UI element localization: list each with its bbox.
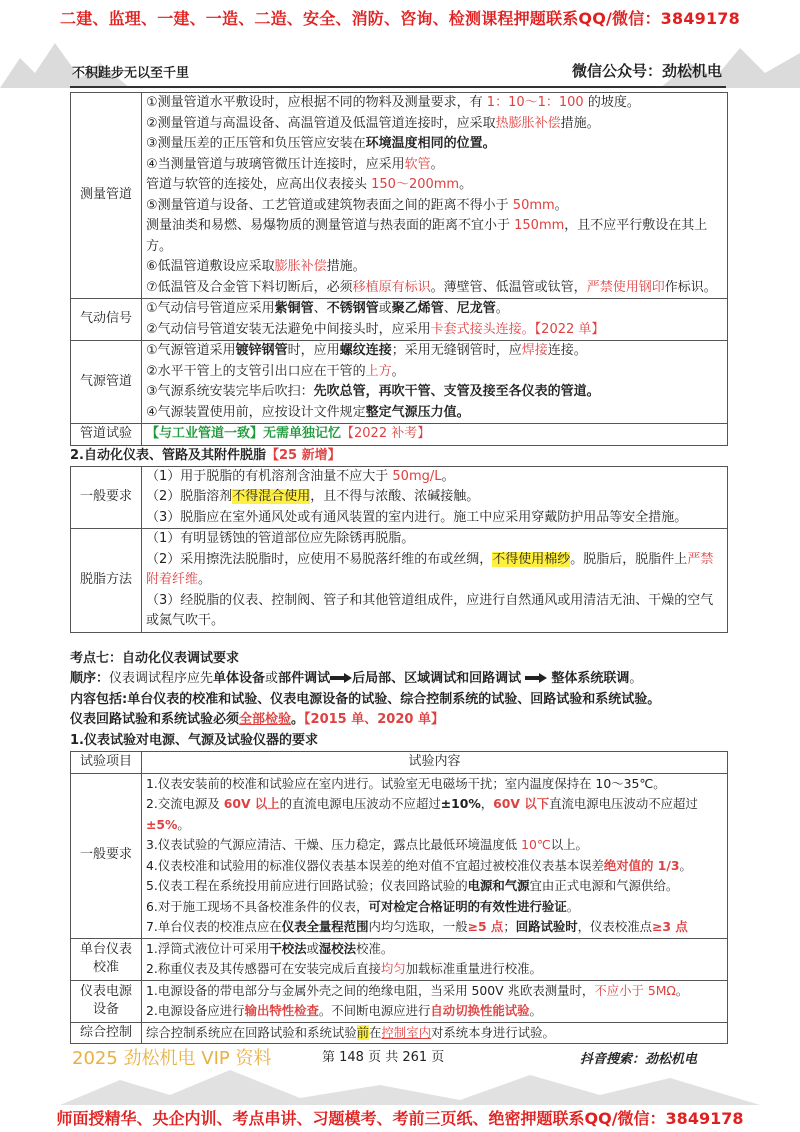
degrease-general-cell: （1）用于脱脂的有机溶剂含油量不应大于 50mg/L。 （2）脱脂溶剂不得混合使用，且不得与浓酸、浓碱接触。 （3）脱脂应在室外通风处或有通风装置的室内进行。施工中应采用穿戴防护用品等安全措施。 [142, 466, 728, 529]
top-banner: 二建、监理、一建、一造、二造、安全、消防、咨询、检测课程押题联系QQ/微信：3849178 [60, 9, 740, 28]
integ-control-label: 综合控制 [71, 1022, 142, 1044]
instrument-test-table [70, 751, 728, 1044]
footer-brand: 2025 劲松机电 VIP 资料 [72, 1048, 272, 1069]
bottom-banner: 师面授精华、央企内训、考点串讲、习题模考、考前三页纸、绝密押题联系QQ/微信：3849178 [56, 1109, 744, 1128]
measure-label: 测量管道 [71, 93, 142, 299]
degrease-method-cell: （1）有明显锈蚀的管道部位应先除锈再脱脂。 （2）采用擦洗法脱脂时，应使用不易脱落纤维的布或丝绸，不得使用棉纱。脱脂后，脱脂件上严禁 附着纤维。 （3）经脱脂的仪表、控制阀、管子和其他管道组成件，应进行自然通风或用清洁无油、干燥的空气 或氮气吹干。 [142, 529, 728, 633]
inst-general-label: 一般要求 [71, 773, 142, 938]
arrow-right-icon [330, 673, 352, 683]
kd7-order: 顺序：仪表调试程序应先单体设备或部件调试 后局部、区域调试和回路调试 整体系统联调。 [70, 671, 643, 686]
power-device-cell: 1.电源设备的带电部分与金属外壳之间的绝缘电阻，当采用 500V 兆欧表测量时，不应小于 5MΩ。 2.电源设备应进行输出特性检查。不间断电源应进行自动切换性能试验。 [142, 980, 728, 1022]
page-header [72, 60, 722, 82]
degrease-section-title: 2.自动化仪表、管路及其附件脱脂【25 新增】 [70, 447, 341, 463]
inst-general-cell: 1.仪表安装前的校准和试验应在室内进行。试验室无电磁场干扰；室内温度保持在 10～35℃。 2.交流电源及 60V 以上的直流电源电压波动不应超过±10%，60V 以下直流电源电压波动不应超过±5%。 3.仪表试验的气源应清洁、干燥、压力稳定，露点比最低环境温度低 10℃以上。 4.仪表校准和试验用的标准仪器仪表基本误差的绝对值不宜超过被校准仪表基本误差绝对值的 1/3。 5.仪表工程在系统投用前应进行回路试验；仪表回路试验的电源和气源宜由正式电源和气源供给。 6.对于施工现场不具备校准条件的仪表，可对检定合格证明的有效性进行验证。 7.单台仪表的校准点应在仪表全量程范围内均匀选取，一般≥5 点；回路试验时，仪表校准点≥3 点 [142, 773, 728, 938]
page-number: 第 148 页 共 261 页 [322, 1050, 445, 1065]
test-cell: 【与工业管道一致】无需单独记忆【2022 补考】 [142, 424, 728, 446]
footer-douyin: 抖音搜索：劲松机电 [580, 1052, 698, 1067]
pneu-label: 气动信号 [71, 299, 142, 341]
test-label: 管道试验 [71, 424, 142, 446]
single-calib-cell: 1.浮筒式液位计可采用干校法或湿校法校准。 2.称重仪表及其传感器可在安装完成后直接均匀加载标准重量进行校准。 [142, 938, 728, 980]
th-test-content: 试验内容 [142, 752, 728, 774]
kd7-title: 考点七：自动化仪表调试要求 [70, 650, 240, 666]
single-calib-label: 单台仪表 校准 [71, 938, 142, 980]
degrease-method-label: 脱脂方法 [71, 529, 142, 633]
measure-cell: ①测量管道水平敷设时，应根据不同的物料及测量要求，有 1：10～1：100 的坡度。 ②测量管道与高温设备、高温管道及低温管道连接时，应采取热膨胀补偿措施。 ③测量压差的正压管和负压管应安装在环境温度相同的位置。 ④当测量管道与玻璃管微压计连接时，应采用软管。 管道与软管的连接处，应高出仪表接头 150～200mm。 ⑤测量管道与设备、工艺管道或建筑物表面之间的距离不得小于 50mm。 测量油类和易燃、易爆物质的测量管道与热表面的距离不宜小于 150mm，且不应平行敷设在其上方。 ⑥低温管道敷设应采取膨胀补偿措施。 ⑦低温管及合金管下料切断后，必须移植原有标识。薄壁管、低温管或钛管，严禁使用钢印作标识。 [142, 93, 728, 299]
header-wechat: 微信公众号：劲松机电 [571, 62, 722, 80]
air-cell: ①气源管道采用镀锌钢管时，应用螺纹连接；采用无缝钢管时，应焊接连接。 ②水平干管上的支管引出口应在干管的上方。 ③气源系统安装完毕后吹扫：先吹总管，再吹干管、支管及接至各仪表的管道。 ④气源装置使用前，应按设计文件规定整定气源压力值。 [142, 341, 728, 424]
kd7-subtitle: 1.仪表试验对电源、气源及试验仪器的要求 [70, 732, 318, 748]
mountain-decoration-bottom [60, 1060, 760, 1105]
header-divider [70, 86, 726, 88]
kd7-content-line: 内容包括:单台仪表的校准和试验、仪表电源设备的试验、综合控制系统的试验、回路试验和系统试验。 [70, 691, 661, 707]
arrow-right-icon [525, 673, 547, 683]
kd7-loop-line: 仪表回路试验和系统试验必须全部检验。【2015 单、2020 单】 [70, 712, 444, 727]
power-device-label: 仪表电源 设备 [71, 980, 142, 1022]
degrease-general-label: 一般要求 [71, 466, 142, 529]
pneu-cell: ①气动信号管道应采用紫铜管、不锈钢管或聚乙烯管、尼龙管。 ②气动信号管道安装无法避免中间接头时，应采用卡套式接头连接。【2022 单】 [142, 299, 728, 341]
integ-control-cell: 综合控制系统应在回路试验和系统试验前在控制室内对系统本身进行试验。 [142, 1022, 728, 1044]
th-test-item: 试验项目 [71, 752, 142, 774]
pipe-table [70, 92, 728, 446]
main-content [70, 92, 728, 1044]
degrease-table [70, 466, 728, 633]
air-label: 气源管道 [71, 341, 142, 424]
header-motto: 不积跬步无以至千里 [72, 66, 190, 81]
